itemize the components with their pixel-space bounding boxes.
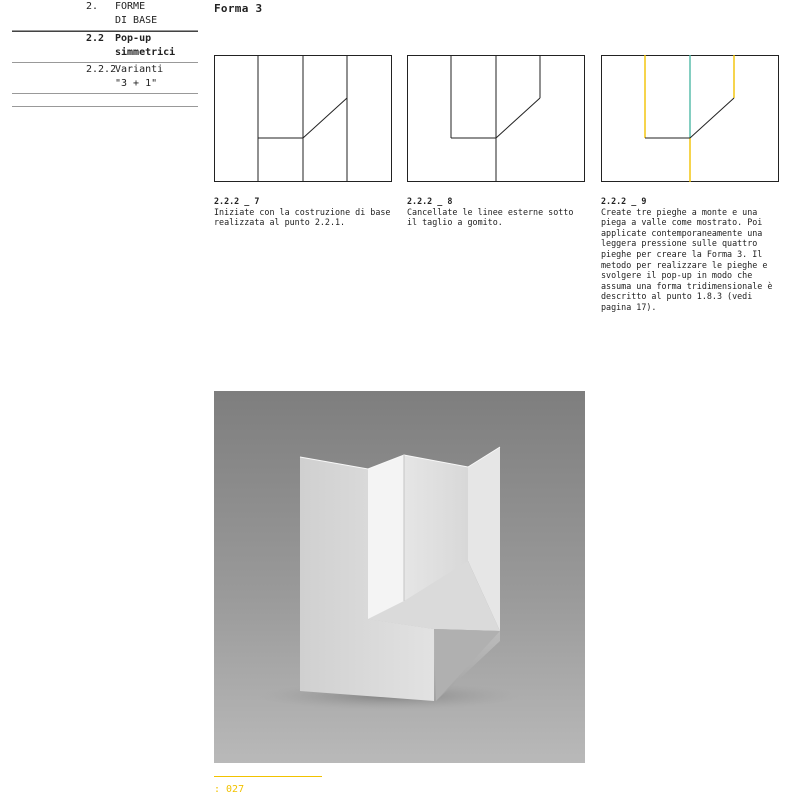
step-code: 2.2.2 _ 8: [407, 196, 453, 206]
step-text: Cancellate le linee esterne sotto il taglio a gomito.: [407, 206, 574, 228]
diagram-step-9: [601, 55, 779, 182]
toc-label: Varianti "3 + 1": [115, 64, 164, 89]
section-title: Forma 3: [214, 2, 263, 15]
diagram-step-7: [214, 55, 392, 182]
toc-item-subsection[interactable]: [12, 63, 198, 94]
toc-label: FORME DI BASE: [115, 1, 158, 26]
toc-divider: [12, 94, 198, 107]
step-code: 2.2.2 _ 7: [214, 196, 260, 206]
toc-label: Pop-up simmetrici: [115, 33, 176, 58]
page-number-rule: [214, 776, 322, 777]
step-caption: [214, 196, 392, 228]
table-of-contents: [12, 0, 198, 107]
step-text: Create tre pieghe a monte e una piega a valle come mostrato. Poi applicate contemporaneamente una leggera pressione sulle quattro pieghe per creare la Forma 3. Il metodo per realizzare le pieghe e svolgere il pop-up in modo che assuma una forma tridimensionale è descritto al punto 1.8.3 (vedi pagina 17).: [601, 206, 773, 312]
toc-item-section-current[interactable]: [12, 31, 198, 63]
step-code: 2.2.2 _ 9: [601, 196, 647, 206]
popup-model-photo: [214, 391, 585, 763]
diagram-step-8: [407, 55, 585, 182]
toc-number: 2.2: [86, 33, 105, 44]
toc-number: 2.2.2: [86, 64, 117, 75]
toc-number: 2.: [86, 1, 99, 12]
step-caption: [407, 196, 585, 228]
step-text: Iniziate con la costruzione di base realizzata al punto 2.2.1.: [214, 206, 391, 228]
page-number: : 027: [214, 784, 245, 795]
toc-item-chapter[interactable]: [12, 0, 198, 31]
step-caption: [601, 196, 779, 313]
